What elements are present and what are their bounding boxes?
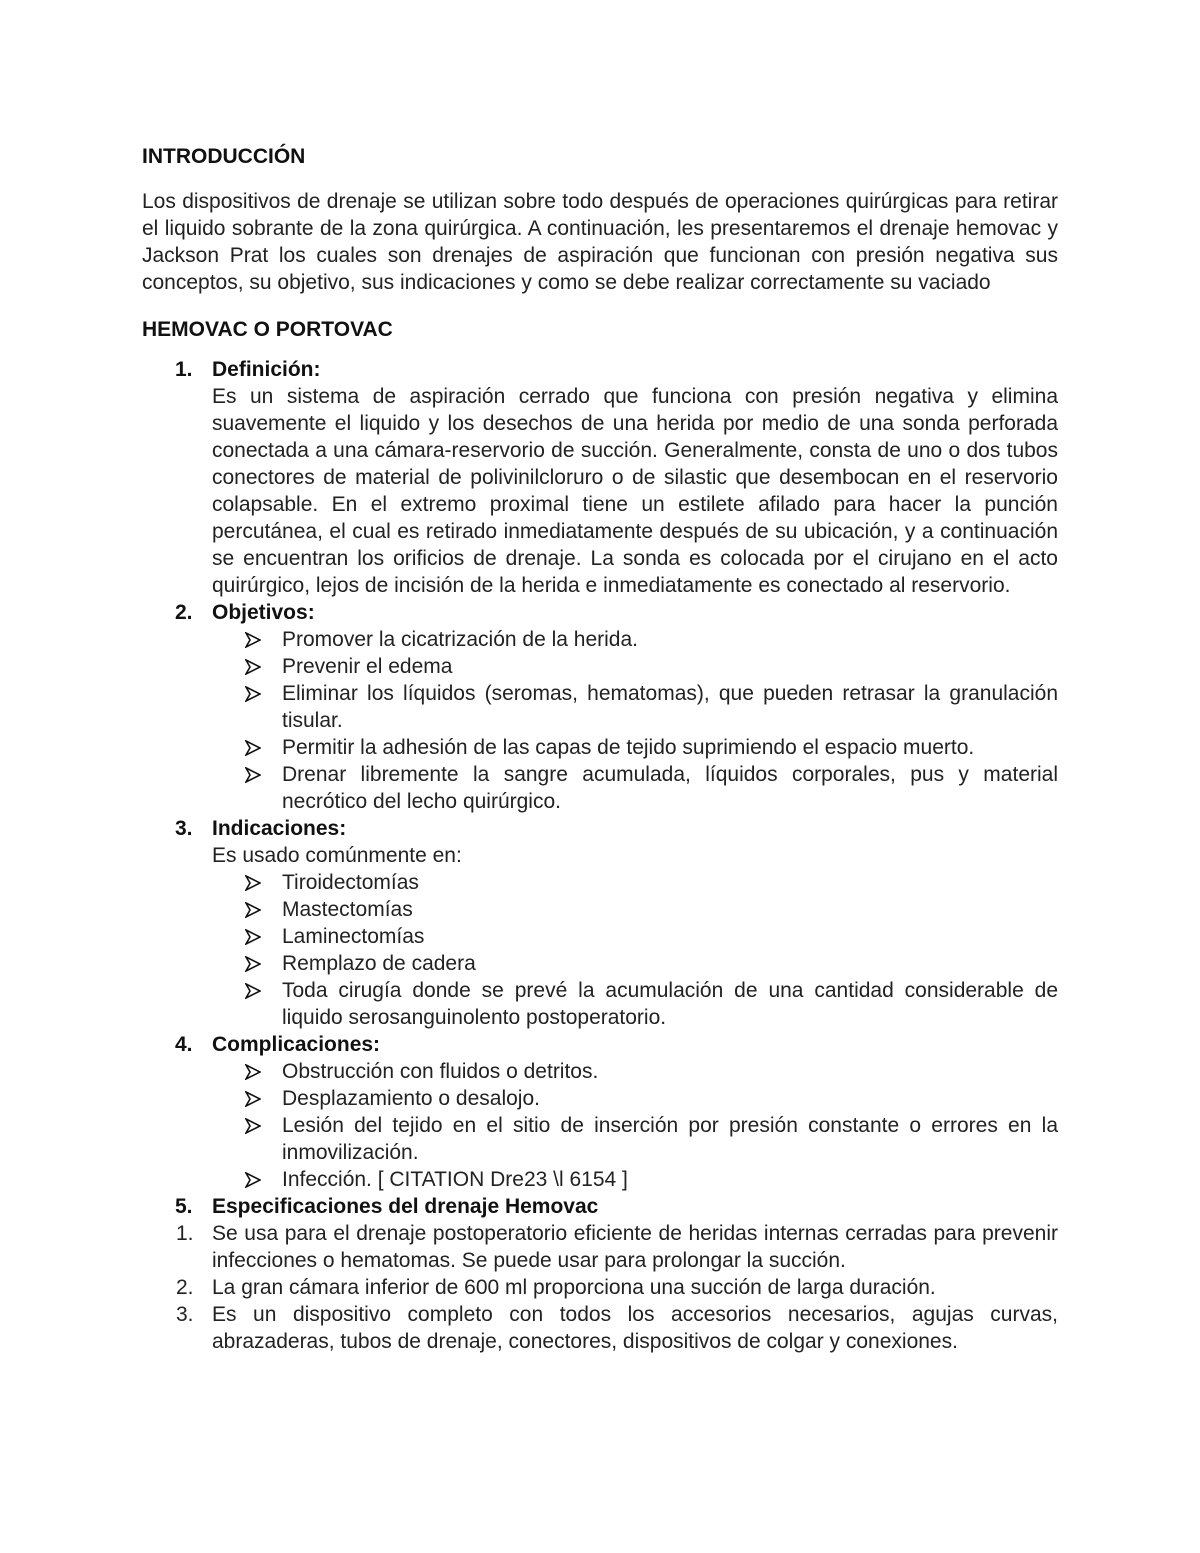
- spec-number: 2.: [176, 1276, 194, 1299]
- main-list: [142, 356, 1058, 1355]
- bullet-item: [142, 977, 1058, 1031]
- arrow-bullet-icon: [245, 761, 273, 788]
- intro-paragraph: Los dispositivos de drenaje se utilizan sobre todo después de operaciones quirúrgicas para retirar el liquido sobrante de la zona quirúrgica. A continuación, les presentaremos el drenaje hemovac y Jackson Prat los cuales son drenajes de aspiración que funcionan con presión negativa sus conceptos, su objetivo, sus indicaciones y como se debe realizar correctamente su vaciado: [142, 190, 1058, 294]
- item-number: 5.: [175, 1195, 193, 1218]
- item-title: Indicaciones:: [212, 817, 347, 840]
- indicaciones-intro: Es usado comúnmente en:: [212, 844, 462, 867]
- spec-item: [142, 1301, 1058, 1355]
- bullet-item: [142, 923, 1058, 950]
- arrow-bullet-icon: [245, 1112, 273, 1139]
- bullet-text: Prevenir el edema: [282, 655, 453, 678]
- objetivos-bullets: [212, 626, 1058, 815]
- list-item-especificaciones: [142, 1193, 1058, 1355]
- especificaciones-list: [142, 1220, 1058, 1355]
- arrow-bullet-icon: [245, 923, 273, 950]
- list-item-objetivos: [142, 599, 1058, 815]
- item-number: 3.: [175, 817, 193, 840]
- arrow-bullet-icon: [245, 1166, 273, 1193]
- definicion-paragraph: Es un sistema de aspiración cerrado que funciona con presión negativa y elimina suavemente el liquido y los desechos de una herida por medio de una sonda perforada conectada a una cámara-reservorio de succión. Generalmente, consta de uno o dos tubos conectores de material de polivinilcloruro o de silastic que desembocan en el reservorio colapsable. En el extremo proximal tiene un estilete afilado para hacer la punción percutánea, el cual es retirado inmediatamente después de su ubicación, y a continuación se encuentran los orificios de drenaje. La sonda es colocada por el cirujano en el acto quirúrgico, lejos de incisión de la herida e inmediatamente es conectado al reservorio.: [212, 385, 1058, 597]
- arrow-bullet-icon: [245, 1085, 273, 1112]
- section-heading: HEMOVAC O PORTOVAC: [142, 318, 393, 341]
- bullet-text: Eliminar los líquidos (seromas, hematomas), que pueden retrasar la granulación tisular.: [282, 682, 1058, 732]
- document-content: [142, 143, 1058, 1355]
- bullet-text: Desplazamiento o desalojo.: [282, 1087, 540, 1110]
- bullet-item: [142, 1085, 1058, 1112]
- bullet-text: Infección. [ CITATION Dre23 \l 6154 ]: [282, 1168, 628, 1191]
- item-title: Definición:: [212, 358, 321, 381]
- bullet-text: Mastectomías: [282, 898, 413, 921]
- spec-text: La gran cámara inferior de 600 ml proporciona una succión de larga duración.: [212, 1276, 936, 1299]
- item-title: Especificaciones del drenaje Hemovac: [212, 1195, 599, 1218]
- bullet-text: Drenar libremente la sangre acumulada, líquidos corporales, pus y material necrótico del lecho quirúrgico.: [282, 763, 1058, 813]
- bullet-item: [142, 680, 1058, 734]
- indicaciones-bullets: [212, 869, 1058, 1031]
- bullet-item: [142, 626, 1058, 653]
- bullet-item: [142, 869, 1058, 896]
- arrow-bullet-icon: [245, 653, 273, 680]
- arrow-bullet-icon: [245, 977, 273, 1004]
- bullet-item: [142, 761, 1058, 815]
- bullet-item: [142, 1112, 1058, 1166]
- bullet-text: Obstrucción con fluidos o detritos.: [282, 1060, 599, 1083]
- arrow-bullet-icon: [245, 626, 273, 653]
- spec-text: Es un dispositivo completo con todos los accesorios necesarios, agujas curvas, abrazaderas, tubos de drenaje, conectores, dispositivos de colgar y conexiones.: [212, 1303, 1058, 1353]
- list-item-complicaciones: [142, 1031, 1058, 1193]
- spec-text: Se usa para el drenaje postoperatorio eficiente de heridas internas cerradas para prevenir infecciones o hematomas. Se puede usar para prolongar la succión.: [212, 1222, 1058, 1272]
- bullet-item: [142, 950, 1058, 977]
- intro-heading: INTRODUCCIÓN: [142, 145, 306, 168]
- arrow-bullet-icon: [245, 734, 273, 761]
- bullet-item: [142, 1058, 1058, 1085]
- bullet-text: Toda cirugía donde se prevé la acumulación de una cantidad considerable de liquido serosanguinolento postoperatorio.: [282, 979, 1058, 1029]
- item-number: 2.: [175, 601, 193, 624]
- bullet-item: [142, 896, 1058, 923]
- bullet-item: [142, 653, 1058, 680]
- arrow-bullet-icon: [245, 896, 273, 923]
- arrow-bullet-icon: [245, 869, 273, 896]
- bullet-text: Promover la cicatrización de la herida.: [282, 628, 638, 651]
- item-number: 4.: [175, 1033, 193, 1056]
- bullet-text: Lesión del tejido en el sitio de inserción por presión constante o errores en la inmovilización.: [282, 1114, 1058, 1164]
- arrow-bullet-icon: [245, 1058, 273, 1085]
- item-title: Complicaciones:: [212, 1033, 381, 1056]
- bullet-text: Tiroidectomías: [282, 871, 419, 894]
- spec-number: 3.: [176, 1303, 194, 1326]
- list-item-definicion: [142, 356, 1058, 599]
- bullet-text: Permitir la adhesión de las capas de tejido suprimiendo el espacio muerto.: [282, 736, 975, 759]
- bullet-text: Remplazo de cadera: [282, 952, 476, 975]
- bullet-text: Laminectomías: [282, 925, 425, 948]
- spec-number: 1.: [176, 1222, 194, 1245]
- arrow-bullet-icon: [245, 680, 273, 707]
- complicaciones-bullets: [212, 1058, 1058, 1193]
- item-title: Objetivos:: [212, 601, 315, 624]
- list-item-indicaciones: [142, 815, 1058, 1031]
- spec-item: [142, 1274, 1058, 1301]
- spec-item: [142, 1220, 1058, 1274]
- item-number: 1.: [175, 358, 193, 381]
- bullet-item: [142, 1166, 1058, 1193]
- arrow-bullet-icon: [245, 950, 273, 977]
- bullet-item: [142, 734, 1058, 761]
